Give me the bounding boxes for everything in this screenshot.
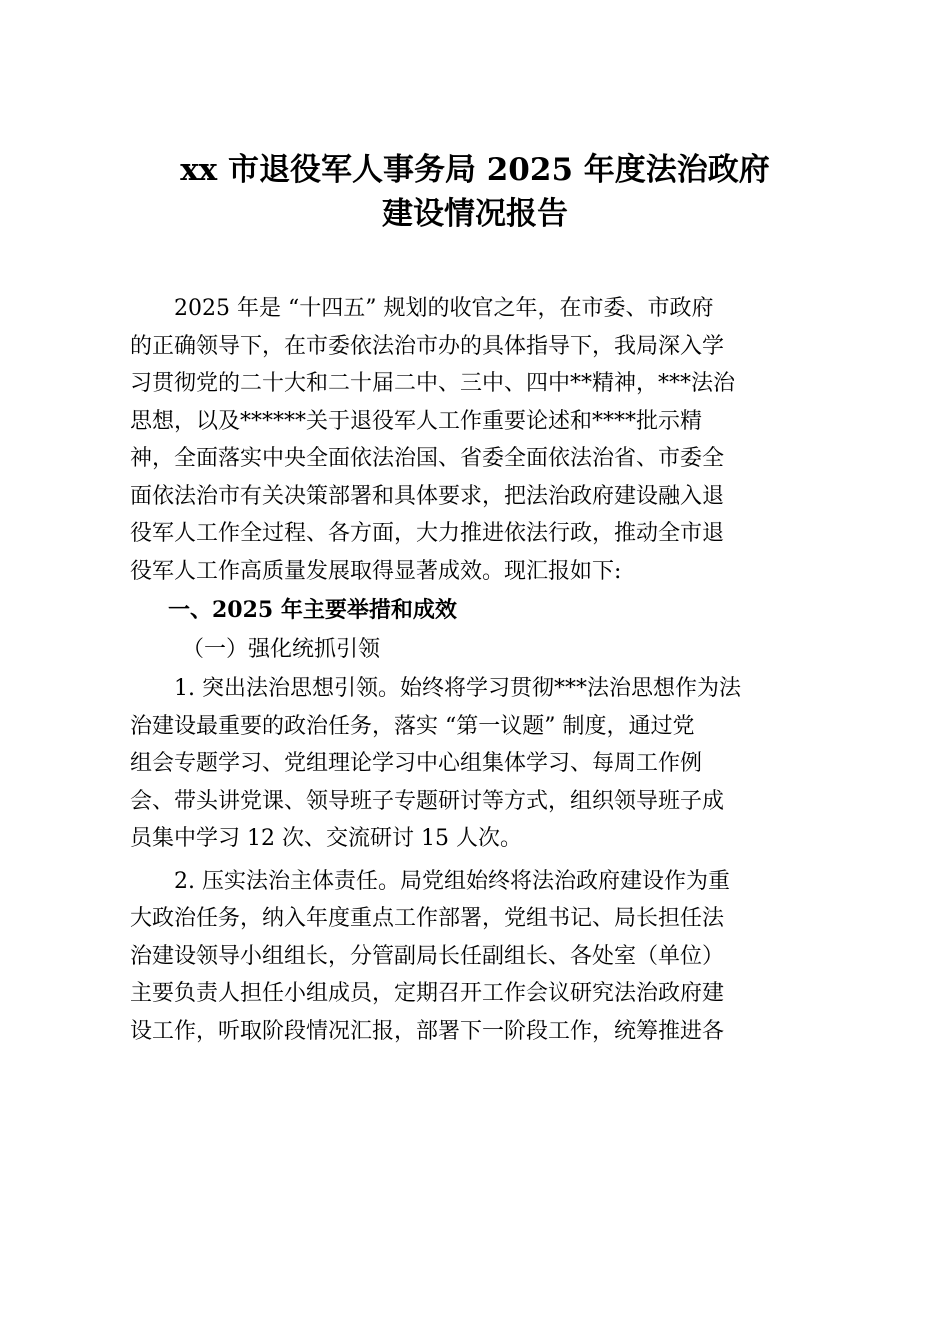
item-1-line: 员集中学习 12 次、交流研讨 15 人次。 — [130, 826, 522, 851]
title-line-1: xx 市退役军人事务局 2025 年度法治政府 — [180, 152, 770, 188]
intro-line: 役军人工作全过程、各方面，大力推进依法行政，推动全市退 — [130, 521, 725, 546]
title-line-2: 建设情况报告 — [382, 196, 568, 232]
intro-line: 面依法治市有关决策部署和具体要求，把法治政府建设融入退 — [130, 483, 725, 509]
intro-paragraph — [130, 290, 820, 590]
document-title — [60, 148, 890, 236]
intro-line: 思想，以及******关于退役军人工作重要论述和****批示精 — [130, 408, 703, 434]
subsection-heading-1: （一）强化统抓引领 — [182, 637, 381, 662]
item-1-line: 治建设最重要的政治任务，落实 “第一议题” 制度，通过党 — [130, 713, 695, 739]
intro-line: 的正确领导下，在市委依法治市办的具体指导下，我局深入学 — [130, 333, 725, 359]
item-1-line: 1. 突出法治思想引领。始终将学习贯彻***法治思想作为法 — [174, 676, 741, 701]
intro-line: 役军人工作高质量发展取得显著成效。现汇报如下: — [130, 558, 622, 584]
document-body — [130, 290, 820, 1050]
section-heading-1: 一、2025 年主要举措和成效 — [168, 597, 457, 623]
intro-line: 2025 年是 “十四五” 规划的收官之年，在市委、市政府 — [174, 296, 714, 321]
intro-line: 习贯彻党的二十大和二十届二中、三中、四中**精神，***法治 — [130, 371, 736, 396]
item-1-line: 会、带头讲党课、领导班子专题研讨等方式，组织领导班子成 — [130, 788, 725, 814]
item-2-paragraph — [130, 863, 820, 1051]
item-2-line: 主要负责人担任小组成员，定期召开工作会议研究法治政府建 — [130, 981, 725, 1006]
item-2-line: 大政治任务，纳入年度重点工作部署，党组书记、局长担任法 — [130, 906, 725, 931]
item-2-line: 治建设领导小组组长，分管副局长任副组长、各处室（单位） — [130, 943, 725, 969]
intro-line: 神，全面落实中央全面依法治国、省委全面依法治省、市委全 — [130, 446, 725, 471]
item-2-line: 2. 压实法治主体责任。局党组始终将法治政府建设作为重 — [174, 868, 730, 894]
item-1-paragraph — [130, 670, 820, 858]
item-1-line: 组会专题学习、党组理论学习中心组集体学习、每周工作例 — [130, 751, 703, 776]
item-2-line: 设工作，听取阶段情况汇报，部署下一阶段工作，统筹推进各 — [130, 1018, 725, 1044]
